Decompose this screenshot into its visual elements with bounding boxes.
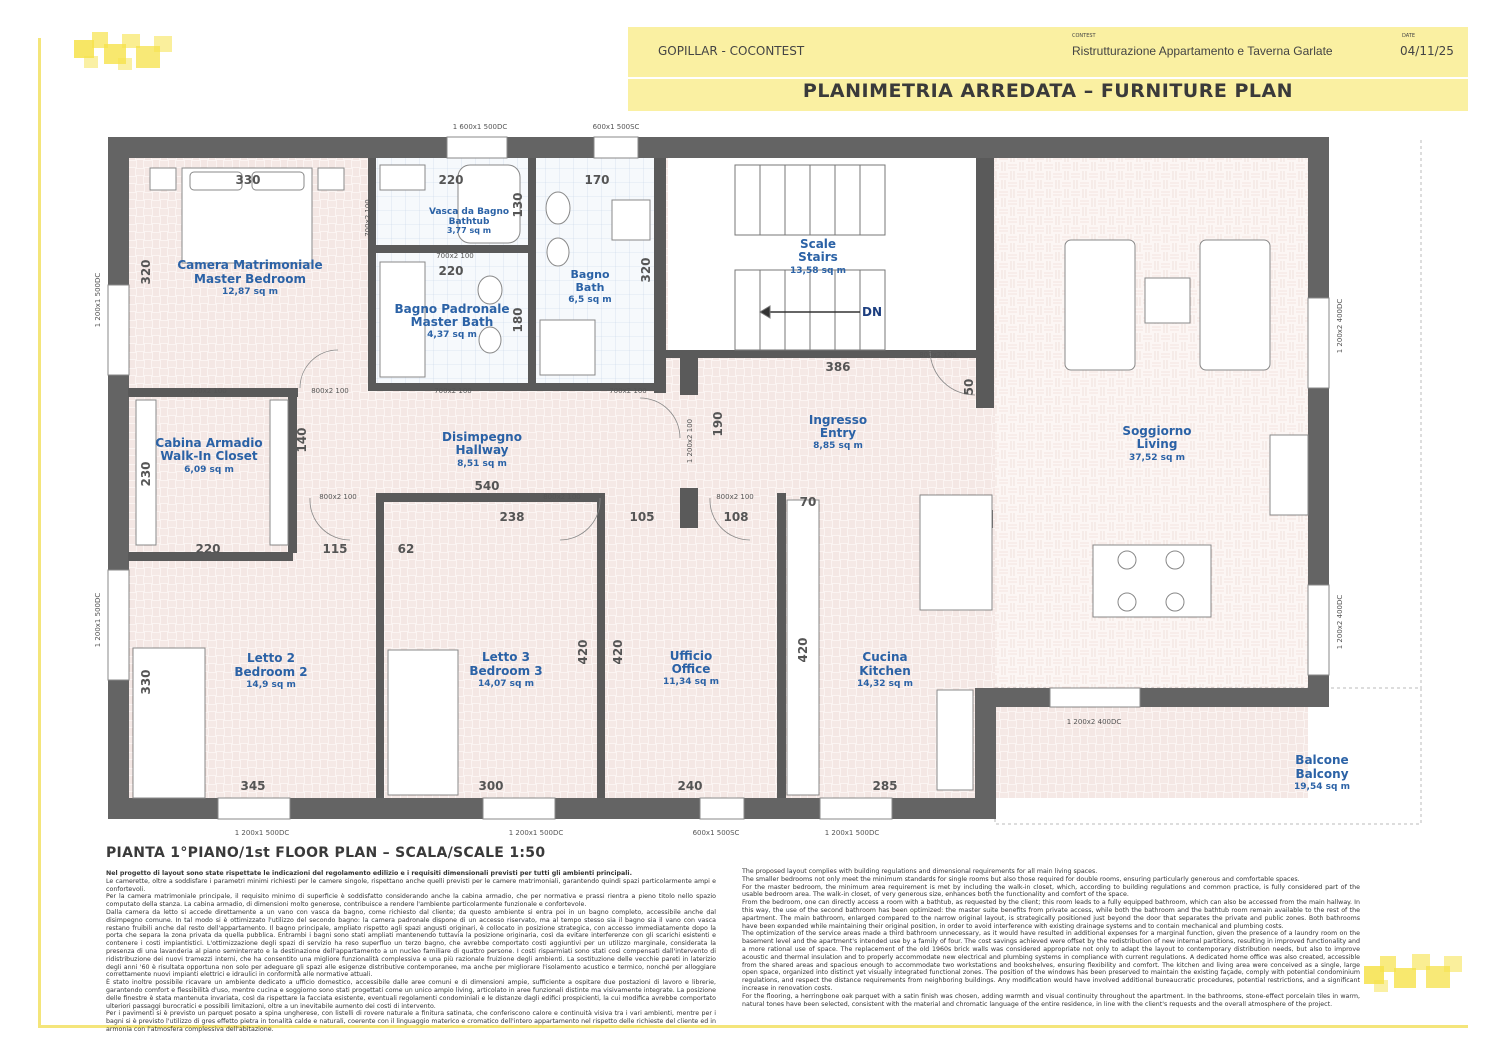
room-kitchen-name1: Cucina [862,650,908,664]
room-hallway-area: 8,51 sq m [457,459,507,469]
room-hallway-name2: Hallway [455,443,509,457]
dim-bathtub-width: 220 [438,173,464,187]
room-stairs-area: 13,58 sq m [790,266,846,276]
tv-unit [1270,435,1308,515]
code-hall-door-2: 700x2 100 [434,387,472,395]
sink-2 [612,200,650,240]
dim-closet-depth: 230 [139,461,153,487]
code-stairs-door: 800x2 100 [919,351,957,359]
dim-hallway-width: 540 [474,479,500,493]
closet-right [270,400,288,545]
room-balcony-name2: Balcony [1295,767,1349,781]
code-bath-mid-door: 700x2 100 [436,252,474,260]
code-left-window-2: 1 200x1 500DC [94,592,102,648]
room-entry-name2: Entry [819,426,857,440]
dim-bedroom3-width: 300 [478,779,504,793]
code-left-window-1: 1 200x1 500DC [94,272,102,328]
sink-1 [380,165,425,190]
dim-master-width: 330 [235,173,261,187]
room-living-area: 37,52 sq m [1129,453,1185,463]
company-name: GOPILLAR - COCONTEST [658,44,805,58]
room-bath-name2: Bath [575,281,605,294]
room-closet-area: 6,09 sq m [184,465,234,475]
code-low-door-2: 800x2 100 [543,493,581,501]
dim-stairs-width: 386 [825,360,851,374]
floor-plan-title: PIANTA 1°PIANO/1st FLOOR PLAN – SCALA/SCALE 1:50 [106,845,546,861]
dim-master-bath-width: 220 [438,264,464,278]
code-hall-door-3: 700x2 100 [609,387,647,395]
room-living-name2: Living [1136,437,1178,451]
code-top-window-2: 600x1 500SC [592,123,640,131]
kitchen-island [920,495,992,610]
room-bedroom3-area: 14,07 sq m [478,679,534,689]
bed-3 [388,650,458,795]
room-closet-name2: Walk-In Closet [160,449,258,463]
dim-entry-depth: 190 [711,411,725,437]
contest-label: CONTEST [1072,33,1096,39]
dining-table [1093,545,1211,617]
note-it-3: Per la camera matrimoniale principale, il requisito minimo di superficie è soddisfatto considerando anche la cabina armadio, che per normativa e prassi rientra a pieno titolo nello spazio computato della stanza. La cabina armadio, di dimensioni molto generose, contribuisce a rendere l'ambiente particolarmente funzionale e confortevole. [106,893,716,909]
room-bath-area: 6,5 sq m [568,295,612,305]
dim-bath-width: 170 [584,173,610,187]
dim-closet-width: 220 [195,542,221,556]
dim-kitchen-width: 285 [872,779,898,793]
room-master-bath-name2: Master Bath [410,315,494,329]
room-master-bedroom-name1: Camera Matrimoniale [177,258,323,272]
note-it-2: Le camerette, oltre a soddisfare i parametri minimi richiesti per le camere singole, rispettano anche quelli previsti per le camere matrimoniali, garantendo quindi spazi particolarmente ampi e confortevoli. [106,877,716,893]
dim-entry-wall: 50 [962,378,976,396]
shower [540,320,595,375]
code-low-door-3: 800x2 100 [716,493,754,501]
room-office-name1: Ufficio [669,649,713,663]
note-en-3: For the master bedroom, the minimum area requirement is met by including the walk-in closet, which, according to building regulations and common practice, is fully considered part of the usable bedroom area. The walk-in closet, of very generous size, enhances both the functionality and comfort of the space. [742,883,1360,899]
code-hall-door-1: 800x2 100 [311,387,349,395]
toilet-2 [478,276,502,304]
room-closet-name1: Cabina Armadio [155,436,263,450]
toilet-1 [546,192,570,224]
room-living-name1: Soggiorno [1122,424,1192,438]
code-closet-door: 700x2 100 [189,387,227,395]
room-bedroom2-area: 14,9 sq m [246,680,296,690]
dim-bedroom3-top: 238 [499,510,525,524]
room-hallway-name1: Disimpegno [442,430,522,444]
room-balcony-area: 19,54 sq m [1294,782,1350,792]
dim-hallway-depth: 140 [295,427,309,453]
code-bottom-window-1: 1 200x1 500DC [234,829,290,837]
contest-value: Ristrutturazione Appartamento e Taverna Garlate [1072,44,1333,58]
date-label: DATE [1402,33,1416,39]
room-kitchen-area: 14,32 sq m [857,679,913,689]
dim-office-top-left: 105 [629,510,655,524]
note-it-6: Per i pavimenti si è previsto un parquet posato a spina ungherese, con listelli di rovere naturale a finitura satinata, che conferiscono calore e continuità visiva tra i vari ambienti, mentre per i bagni si è previsto l'utilizzo di gres effetto pietra in tonalità calde e naturali, coerente con il linguaggio materico e cromatico dell'intero appartamento nel rispetto delle richieste del cliente ed in armonia con l'atmosfera complessiva dell'abitazione. [106,1010,716,1033]
note-en-6: For the flooring, a herringbone oak parquet with a satin finish was chosen, adding warmth and visual continuity throughout the apartment. In the bathrooms, stone-effect porcelain tiles in warm, natural tones have been selected, consistent with the material and chromatic language of the entire residence, in line with the client's requests and the overall atmosphere of the project. [742,992,1360,1008]
dim-bath-depth: 320 [639,257,653,283]
code-bottom-window-4: 1 200x1 500DC [824,829,880,837]
room-entry-area: 8,85 sq m [813,441,863,451]
room-office-area: 11,34 sq m [663,677,719,687]
code-low-door-1: 800x2 100 [319,493,357,501]
dim-master-bath-depth: 180 [511,307,525,333]
dim-bathtub-depth: 130 [511,192,525,218]
room-entry-name1: Ingresso [808,413,868,427]
note-it-5: È stato inoltre possibile ricavare un ambiente dedicato a ufficio domestico, accessibile dalle aree comuni e di dimensioni ampie, sufficiente a ospitare due postazioni di lavoro e librerie, garantendo comfort e flessibilità d'uso, mentre cucina e soggiorno sono stati progettati come un unico ampio living, articolato in aree funzionali distinte ma visivamente integrate. La posizione delle finestre è stata mantenuta invariata, così da rispettare la facciata esistente, eventuali regolamenti condominiali e le distanze dagli edifici prospicienti, la cui modifica avrebbe comportato ulteriori passaggi burocratici e possibili limitazioni, oltre a un inevitabile aumento dei costi di intervento. [106,979,716,1010]
bidet-2 [479,327,501,353]
coffee-table [1145,278,1190,323]
room-master-bedroom-name2: Master Bedroom [194,272,306,286]
bidet-1 [547,238,569,266]
room-kitchen-name2: Kitchen [859,664,911,678]
code-entry-door: 1 200x2 100 [686,418,694,464]
code-top-window-1: 1 600x1 500DC [452,123,508,131]
sofa-left [1065,240,1135,370]
room-bath-name1: Bagno [570,268,610,281]
notes-english [742,868,1360,1026]
note-it-1: Nel progetto di layout sono state rispettate le indicazioni del regolamento edilizio e i requisiti dimensionali previsti per tutti gli ambienti principali. [106,870,632,877]
room-stairs-name2: Stairs [798,250,838,264]
dim-bedroom3-depth: 420 [576,639,590,665]
dim-master-depth: 320 [139,259,153,285]
note-it-4: Dalla camera da letto si accede direttamente a un vano con vasca da bagno, come richiesto dal cliente; da questo ambiente si entra poi in un bagno completo, accessibile anche dal disimpegno comune. In tal modo si è ottimizzato l'utilizzo del secondo bagno: la camera padronale dispone di un accesso riservato, ma al tempo stesso sia il bagno sia il vano con vasca restano fruibili anche dal resto dell'appartamento. Il bagno principale, ampliato rispetto agli spazi angusti originari, è collocato in posizione strategica, con accesso immediatamente dopo la porta che separa la zona privata da quella pubblica. Entrambi i bagni sono stati ampliati mantenendo tuttavia la posizione originaria, così da evitare interferenze con gli scarichi esistenti e contenere i costi impiantistici. L'ottimizzazione degli spazi di servizio ha reso superfluo un terzo bagno, che avrebbe comportato costi aggiuntivi per un utilizzo marginale, considerata la presenza di una lavanderia al piano seminterrato e la destinazione dell'appartamento a un nucleo familiare di quattro persone. I costi risparmiati sono stati così compensati dall'intervento di ridistribuzione dei nuovi tramezzi interni, che ha consentito una migliore funzionalità complessiva e una più razionale fruizione degli ambienti. La sostituzione delle vecchie pareti in laterizio degli anni '60 è risultata opportuna non solo per adeguare gli spazi alle esigenze distributive contemporanee, ma anche per migliorare l'isolamento acustico e termico, nonché per alloggiare correttamente nuovi impianti elettrici e idraulici in conformità alle normative attuali. [106,908,716,979]
room-bedroom2-name2: Bedroom 2 [234,665,308,679]
room-bathtub-name1: Vasca da Bagno [428,207,510,217]
room-stairs-name1: Scale [799,237,837,251]
room-bedroom2-name1: Letto 2 [246,651,296,665]
fridge [937,690,973,790]
sofa-right [1200,240,1270,370]
code-right-window-2: 1 200x2 400DC [1336,594,1344,650]
note-en-5: The optimization of the service areas made a third bathroom unnecessary, as it would have resulted in additional expenses for a marginal function, given the presence of a laundry room on the basement level and the apartment's intended use by a family of four. The cost savings achieved were offset by the redistribution of new internal partitions, resulting in improved functionality and a more rational use of space. The replacement of the old 1960s brick walls was considered appropriate not only to adapt the layout to contemporary distribution needs, but also to improve acoustic and thermal insulation and to properly accommodate new electrical and plumbing systems in compliance with current regulations. A dedicated home office was also created, accessible from the shared areas and spacious enough to accommodate two workstations and bookshelves, ensuring flexibility and comfort. The kitchen and living area were conceived as a single, large open space, organized into distinct yet visually integrated functional zones. The position of the windows has been preserved to maintain the existing façade, comply with potential condominium regulations, and respect the distance requirements from neighboring buildings. Any modification would have involved additional bureaucratic procedures, potential restrictions, and a significant increase in renovation costs. [742,930,1360,992]
code-right-window-1: 1 200x2 400DC [1336,298,1344,354]
room-balcony-name1: Balcone [1295,753,1349,767]
room-master-bedroom-area: 12,87 sq m [222,287,278,297]
logo-mark-bottom [1360,950,1470,1000]
dim-bedroom2-depth: 330 [139,669,153,695]
note-en-2: The smaller bedrooms not only meet the minimum standards for single rooms but also those required for double rooms, ensuring particularly generous and comfortable spaces. [742,875,1300,883]
room-office-name2: Office [671,662,711,676]
room-master-bath-name1: Bagno Padronale [394,302,510,316]
note-en-4: From the bedroom, one can directly access a room with a bathtub, as requested by the client; this room leads to a fully equipped bathroom, which can also be accessed from the main hallway. In this way, the use of the second bathroom has been optimized: the master suite benefits from private access, while both the bathroom and the bathtub room remain available to the rest of the apartment. The main bathroom, enlarged compared to the narrow original layout, is strategically positioned just beyond the door that separates the private and public zones. Both bathrooms have been expanded while maintaining their original position, in order to avoid interference with existing drainage systems and to contain mechanical and plumbing costs. [742,899,1360,930]
dim-office-top-right: 108 [723,510,749,524]
room-bathtub-area: 3,77 sq m [446,226,492,235]
dim-hall-segment: 115 [322,542,348,556]
note-en-1: The proposed layout complies with building regulations and dimensional requirements for all main living spaces. [742,868,1098,875]
notes-italian [106,870,716,1033]
dim-bedroom3-niche: 62 [397,542,415,556]
code-kitchen-window: 1 200x2 400DC [1066,718,1122,726]
dim-office-depth: 420 [611,639,625,665]
dim-kitchen-depth: 420 [796,637,810,663]
sheet-title: PLANIMETRIA ARREDATA – FURNITURE PLAN [802,80,1294,102]
code-bottom-window-2: 1 200x1 500DC [508,829,564,837]
dim-bedroom2-width: 345 [240,779,266,793]
date-value: 04/11/25 [1400,44,1454,58]
room-bathtub-name2: Bathtub [448,217,490,227]
room-bedroom3-name1: Letto 3 [481,650,531,664]
room-bedroom3-name2: Bedroom 3 [469,664,543,678]
code-bath-side-door: 700x2 100 [364,199,372,237]
dim-office-width: 240 [677,779,703,793]
code-bottom-window-3: 600x1 500SC [692,829,740,837]
room-master-bath-area: 4,37 sq m [427,330,477,340]
dim-kitchen-top: 70 [799,495,817,509]
stairs-direction: DN [861,305,883,319]
